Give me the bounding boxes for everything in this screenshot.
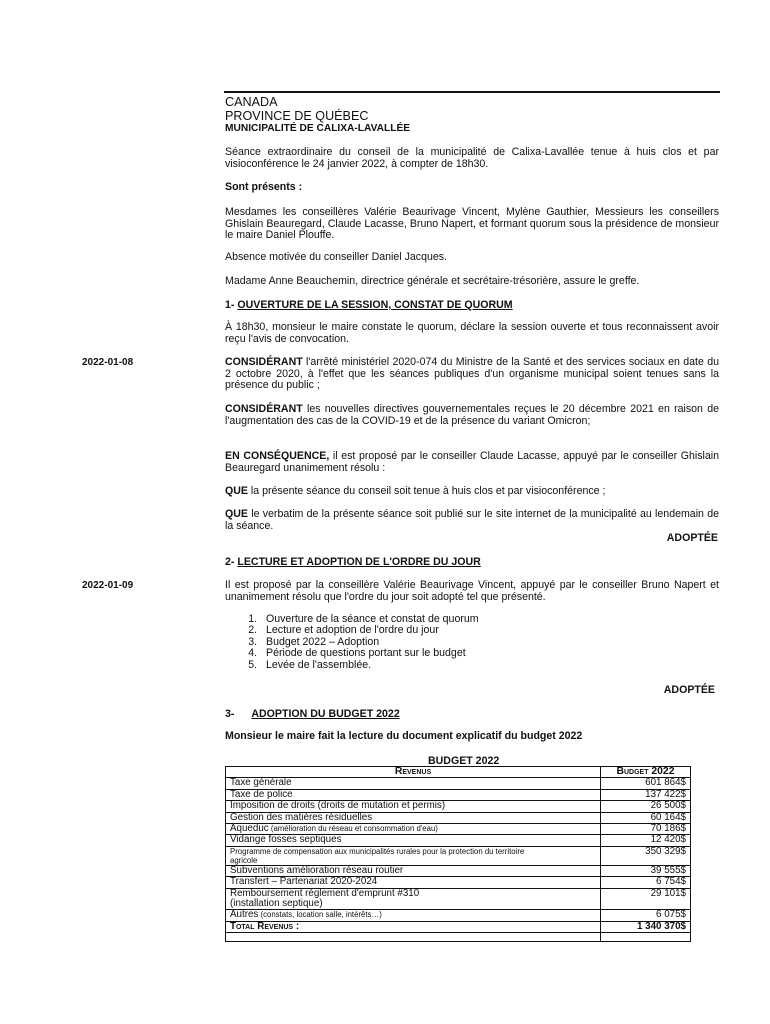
province: PROVINCE DE QUÉBEC — [225, 109, 369, 123]
row-amount: 12 420$ — [600, 835, 690, 846]
considerant-keyword: CONSIDÉRANT — [225, 356, 303, 368]
que-1-text: la présente séance du conseil soit tenue à huis clos et par visioconférence ; — [247, 485, 606, 497]
agenda-item: 2. Lecture et adoption de l'ordre du jour — [260, 625, 479, 636]
resolution-number: 2022-01-09 — [82, 580, 134, 591]
considerant-keyword: CONSIDÉRANT — [225, 403, 303, 415]
considerant-1-text: l'arrêté ministériel 2020-074 du Ministre de la Santé et des services sociaux en date du 2 octobre 2020, à l'effet que les séances publiques d'un organisme municipal soient tenues sans la présence du public ; — [225, 356, 719, 392]
section-3-heading — [225, 708, 400, 720]
table-row — [226, 877, 691, 888]
table-row — [226, 812, 691, 823]
total-amount: 1 340 370$ — [600, 921, 690, 932]
municipality: MUNICIPALITÉ DE CALIXA-LAVALLÉE — [225, 123, 411, 134]
row-label: Vidange fosses septiques — [230, 834, 342, 846]
greffe-paragraph: Madame Anne Beauchemin, directrice générale et secrétaire-trésorière, assure le greffe. — [225, 275, 640, 287]
row-amount: 6 075$ — [600, 910, 690, 921]
row-label: Taxe générale — [230, 777, 292, 789]
que-2 — [225, 509, 719, 532]
considerant-2 — [225, 404, 719, 427]
agenda-item: 4. Période de questions portant sur le budget — [260, 648, 479, 659]
section-2-text: Il est proposé par la conseillère Valérie Beaurivage Vincent, appuyé par le conseiller Bruno Napert et unanimement résolu que l'ordre du jour soit adopté tel que présenté. — [225, 579, 719, 603]
row-note: (constats, location salle, intérêts…) — [258, 910, 382, 920]
table-header-row — [226, 767, 691, 778]
row-amount: 350 329$ — [600, 846, 690, 865]
que-keyword: QUE — [225, 508, 248, 520]
consequence — [225, 451, 719, 474]
row-label: Imposition de droits (droits de mutation et permis) — [230, 800, 446, 812]
resolution-number: 2022-01-08 — [82, 357, 134, 368]
consequence-text: il est proposé par le conseiller Claude Lacasse, appuyé par le conseiller Ghislain Beauregard unanimement résolu : — [225, 450, 719, 474]
blank-row — [226, 933, 691, 942]
table-row — [226, 888, 691, 910]
que-2-text: le verbatim de la présente séance soit publié sur le site internet de la municipalité au lendemain de la séance. — [225, 508, 719, 532]
agenda-list — [228, 614, 479, 671]
table-row — [226, 778, 691, 789]
section-3-number: 3- — [225, 708, 235, 720]
row-amount: 29 101$ — [600, 888, 690, 910]
row-amount: 60 164$ — [600, 812, 690, 823]
table-row — [226, 789, 691, 800]
agenda-item: 5. Levée de l'assemblée. — [260, 660, 479, 671]
total-label: Total Revenus : — [226, 921, 601, 932]
row-label: Remboursement règlement d'emprunt #310 (installation septique) — [230, 887, 420, 910]
adoptee-1: ADOPTÉE — [666, 532, 718, 544]
adoptee-2: ADOPTÉE — [663, 684, 715, 696]
budget-lecture: Monsieur le maire fait la lecture du document explicatif du budget 2022 — [225, 730, 583, 742]
considerant-1 — [225, 357, 719, 392]
section-1-heading — [225, 299, 513, 311]
table-row — [226, 910, 691, 921]
row-label: Taxe de police — [230, 788, 293, 800]
consequence-keyword: EN CONSÉQUENCE, — [225, 450, 330, 462]
agenda-item: 1. Ouverture de la séance et constat de quorum — [260, 614, 479, 625]
row-note: (amélioration du réseau et consommation d'eau) — [268, 824, 438, 834]
section-1-title: OUVERTURE DE LA SESSION, CONSTAT DE QUORUM — [237, 299, 513, 311]
budget-title: BUDGET 2022 — [428, 755, 500, 767]
section-3-title: ADOPTION DU BUDGET 2022 — [251, 708, 400, 720]
considerant-2-text: les nouvelles directives gouvernementales reçues le 20 décembre 2021 en raison de l'augmentation des cas de la COVID-19 et de la présence du variant Omicron; — [225, 403, 719, 427]
presents-label: Sont présents : — [225, 181, 303, 193]
presents-paragraph: Mesdames les conseillères Valérie Beaurivage Vincent, Mylène Gauthier, Messieurs les conseillers Ghislain Beauregard, Claude Lacasse, Bruno Napert, et formant quorum sous la présidence de monsieur le maire Daniel Plouffe. — [225, 206, 719, 242]
row-note: Programme de compensation aux municipalités rurales pour la protection du territoire agricole — [230, 846, 525, 865]
country: CANADA — [225, 95, 278, 109]
total-row — [226, 921, 691, 932]
table-row — [226, 835, 691, 846]
row-amount: 137 422$ — [600, 789, 690, 800]
section-1-text: À 18h30, monsieur le maire constate le quorum, déclare la session ouverte et tous reconnaissent avoir reçu l'avis de convocation. — [225, 321, 719, 345]
que-1 — [225, 486, 719, 498]
row-amount: 70 186$ — [600, 824, 690, 835]
table-row — [226, 865, 691, 876]
budget-table — [225, 766, 691, 942]
row-label: Autres — [230, 909, 259, 921]
section-2-number: 2- — [225, 556, 235, 568]
section-1-number: 1- — [225, 299, 235, 311]
section-2-heading — [225, 556, 481, 568]
row-label: Aqueduc — [230, 823, 269, 835]
row-label: Gestion des matières résiduelles — [230, 811, 373, 823]
col-revenus: Revenus — [226, 767, 601, 778]
col-budget: Budget 2022 — [600, 767, 690, 778]
header-rule — [224, 91, 720, 93]
table-row — [226, 846, 691, 865]
row-label: Subventions amélioration réseau routier — [230, 864, 404, 876]
row-amount: 601 864$ — [600, 778, 690, 789]
row-amount: 6 754$ — [600, 877, 690, 888]
agenda-item: 3. Budget 2022 – Adoption — [260, 637, 479, 648]
row-label: Transfert – Partenariat 2020-2024 — [230, 876, 378, 888]
seance-paragraph: Séance extraordinaire du conseil de la municipalité de Calixa-Lavallée tenue à huis clos et par visioconférence le 24 janvier 2022, à compter de 18h30. — [225, 146, 719, 170]
table-row — [226, 824, 691, 835]
document-header — [225, 95, 410, 134]
table-row — [226, 801, 691, 812]
section-2-title: LECTURE ET ADOPTION DE L'ORDRE DU JOUR — [237, 556, 481, 568]
row-amount: 39 555$ — [600, 865, 690, 876]
row-amount: 26 500$ — [600, 801, 690, 812]
que-keyword: QUE — [225, 485, 248, 497]
absence-paragraph: Absence motivée du conseiller Daniel Jacques. — [225, 251, 448, 263]
